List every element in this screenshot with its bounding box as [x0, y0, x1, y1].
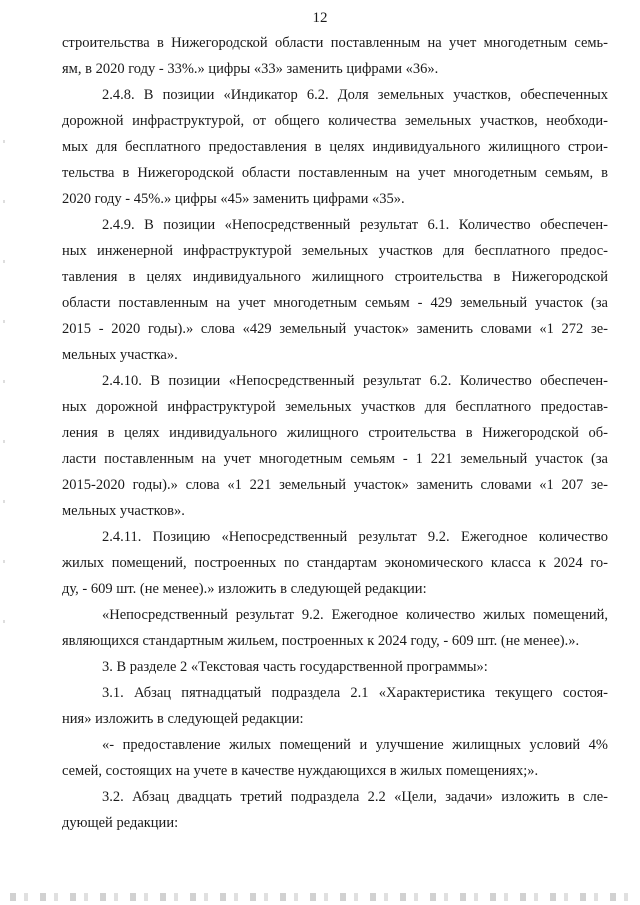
text-line: 2015 - 2020 годы).» слова «429 земельный участок» заменить словами «1 272 зе-: [62, 321, 608, 337]
text-line: 2020 году - 45%.» цифры «45» заменить цифрами «35».: [62, 191, 405, 207]
text-line: ных инженерной инфраструктурой земельных участков для бесплатного предос-: [62, 243, 608, 259]
paragraph-continuation: [62, 30, 608, 82]
text-line: являющихся стандартным жильем, построенных к 2024 году, - 609 шт. (не менее).».: [62, 633, 580, 649]
text-line: 2015-2020 годы).» слова «1 221 земельный участок» заменить словами «1 207 зе-: [62, 477, 608, 493]
text-line: ду, - 609 шт. (не менее).» изложить в следующей редакции:: [62, 581, 427, 597]
paragraph-quote-9-2: [62, 602, 608, 654]
text-line: мых для бесплатного предоставления в целях индивидуального жилищного строи-: [62, 139, 608, 155]
text-line: жилых помещений, построенных по стандартам экономического класса к 2024 го-: [62, 555, 608, 571]
text-line: мельных участка».: [62, 347, 178, 363]
text-line: 2.4.8. В позиции «Индикатор 6.2. Доля земельных участков, обеспеченных: [102, 87, 608, 103]
page-number: 12: [312, 10, 328, 26]
text-line: дорожной инфраструктурой, от общего количества земельных участков, необходи-: [62, 113, 608, 129]
text-line: «- предоставление жилых помещений и улучшение жилищных условий 4%: [102, 737, 608, 753]
document-body: [62, 30, 608, 836]
scan-margin-marks: [3, 140, 5, 660]
text-line: «Непосредственный результат 9.2. Ежегодное количество жилых помещений,: [102, 607, 608, 623]
text-line: 3. В разделе 2 «Текстовая часть государственной программы»:: [102, 659, 488, 675]
paragraph-2-4-10: [62, 368, 608, 524]
text-line: тельства в Нижегородской области поставленным на учет многодетным семьям, в: [62, 165, 608, 181]
paragraph-2-4-9: [62, 212, 608, 368]
paragraph-3-1: [62, 680, 608, 732]
text-line: семей, состоящих на учете в качестве нуждающихся в жилых помещениях;».: [62, 763, 539, 779]
text-line: тавления в целях индивидуального жилищного строительства в Нижегородской: [62, 269, 608, 285]
text-line: 2.4.10. В позиции «Непосредственный результат 6.2. Количество обеспечен-: [102, 373, 608, 389]
paragraph-section-3: [62, 654, 608, 680]
text-line: ных дорожной инфраструктурой земельных участков для бесплатного предостав-: [62, 399, 608, 415]
text-line: 2.4.9. В позиции «Непосредственный результат 6.1. Количество обеспечен-: [102, 217, 608, 233]
paragraph-3-2: [62, 784, 608, 836]
text-line: ям, в 2020 году - 33%.» цифры «33» заменить цифрами «36».: [62, 61, 439, 77]
text-line: области поставленным на учет многодетным семьям - 429 земельный участок (за: [62, 295, 608, 311]
paragraph-quote-3-1: [62, 732, 608, 784]
paragraph-2-4-8: [62, 82, 608, 212]
text-line: строительства в Нижегородской области поставленным на учет многодетным семь-: [62, 35, 608, 51]
text-line: 2.4.11. Позицию «Непосредственный результат 9.2. Ежегодное количество: [102, 529, 608, 545]
paragraph-2-4-11: [62, 524, 608, 602]
text-line: 3.2. Абзац двадцать третий подраздела 2.2 «Цели, задачи» изложить в сле-: [102, 789, 608, 805]
text-line: дующей редакции:: [62, 815, 179, 831]
text-line: ласти поставленным на учет многодетным семьям - 1 221 земельный участок (за: [62, 451, 608, 467]
text-line: 3.1. Абзац пятнадцатый подраздела 2.1 «Характеристика текущего состоя-: [102, 685, 608, 701]
scan-bottom-artifacts: [10, 893, 630, 901]
text-line: ния» изложить в следующей редакции:: [62, 711, 304, 727]
text-line: ления в целях индивидуального жилищного строительства в Нижегородской об-: [62, 425, 608, 441]
text-line: мельных участков».: [62, 503, 185, 519]
